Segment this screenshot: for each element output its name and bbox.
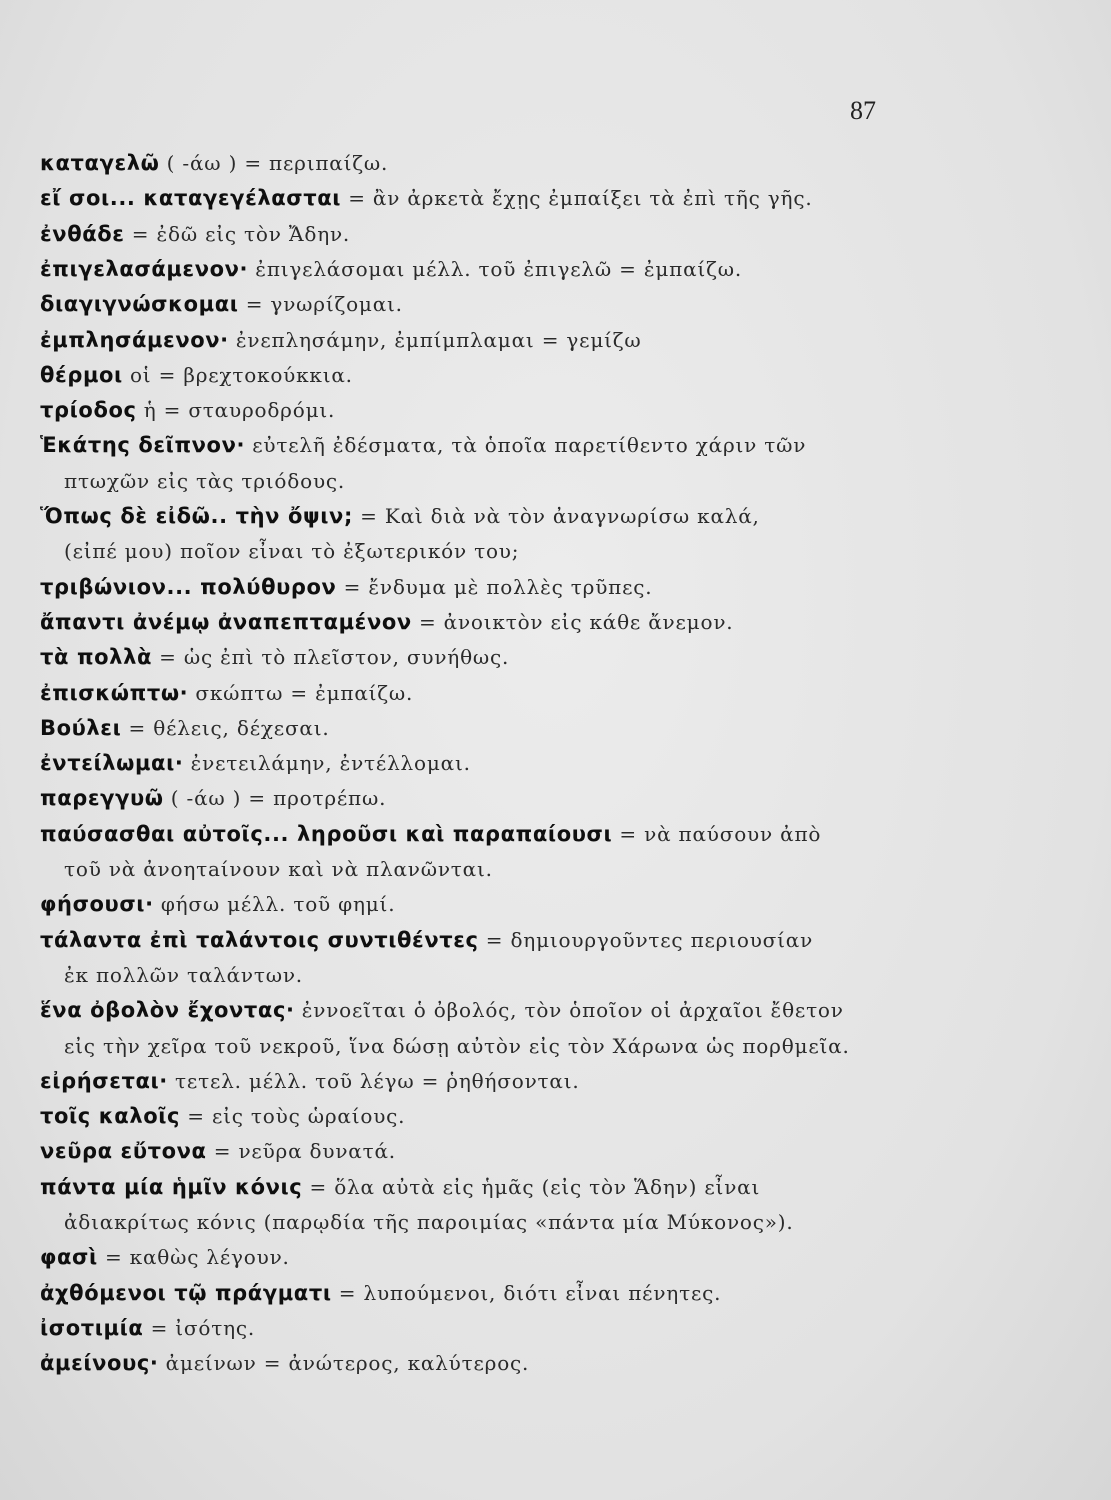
entry-term: ἀχθόμενοι τῷ πράγματι (40, 1280, 332, 1305)
entry-gloss: ἡ = σταυροδρόμι. (136, 398, 336, 423)
entry-term: φήσουσι· (40, 892, 154, 917)
glossary-entry (40, 748, 471, 778)
glossary-entry (40, 1242, 290, 1272)
entry-term: ἐπιγελασάμενον· (40, 256, 249, 281)
entry-gloss: πτωχῶν εἰς τὰς τριόδους. (64, 468, 346, 493)
glossary-entry (40, 572, 652, 602)
glossary-entry (40, 889, 395, 919)
entry-term: ἕνα ὀβολὸν ἔχοντας· (40, 998, 295, 1023)
entry-gloss: ( -άω ) = περιπαίζω. (159, 151, 389, 175)
entry-gloss: = λυπούμενοι, διότι εἶναι πένητες. (331, 1280, 722, 1305)
entry-gloss: = γνωρίζομαι. (238, 292, 403, 317)
entry-gloss: = ἔνδυμα μὲ πολλὲς τρῦπες. (336, 574, 653, 599)
entry-gloss: = ὡς ἐπὶ τὸ πλεῖστον, συνήθως. (151, 645, 510, 670)
glossary-entry (40, 607, 733, 637)
glossary-continuation-line (64, 466, 345, 496)
entry-term: παύσασθαι αὐτοῖς... ληροῦσι καὶ παραπαίουσι (40, 821, 613, 846)
glossary-entry (40, 360, 353, 390)
entry-gloss: τοῦ νὰ ἀνοητaίνουν καὶ νὰ πλανῶνται. (64, 857, 493, 881)
entry-term: ἄπαντι ἀνέμῳ ἀναπεπταμένον (40, 609, 412, 634)
entry-gloss: = ἰσότης. (143, 1315, 256, 1340)
entry-term: παρεγγυῶ (40, 786, 164, 811)
entry-term: καταγελῶ (40, 151, 160, 175)
glossary-entry (40, 219, 350, 249)
entry-gloss: = νὰ παύσουν ἀπὸ (612, 821, 822, 846)
entry-gloss: = εἰς τοὺς ὡραίους. (180, 1104, 406, 1129)
glossary-entry (40, 1348, 529, 1378)
glossary-entry (40, 395, 335, 425)
glossary-entry (40, 713, 330, 743)
glossary-entry (40, 183, 813, 213)
glossary-continuation-line (64, 960, 303, 990)
glossary-entry (40, 325, 642, 355)
entry-term: τὰ πολλὰ (40, 645, 152, 670)
entry-term: εἴ σοι... καταγεγέλασται (40, 186, 342, 211)
entry-gloss: = δημιουργοῦντες περιουσίαν (478, 927, 814, 952)
entry-term: τάλαντα ἐπὶ ταλάντοις συντιθέντες (40, 927, 479, 952)
glossary-entry (40, 678, 413, 708)
entry-gloss: σκώπτω = ἐμπαίζω. (188, 680, 414, 705)
entry-gloss: εὐτελῆ ἐδέσματα, τὰ ὁποῖα παρετίθεντο χάριν τῶν (245, 433, 807, 458)
entry-term: ἐντείλωμαι· (40, 751, 184, 776)
entry-gloss: = νεῦρα δυνατά. (206, 1139, 396, 1164)
entry-term: φασὶ (40, 1245, 98, 1270)
entry-gloss: φήσω μέλλ. τοῦ φημί. (153, 892, 396, 917)
entry-term: τοῖς καλοῖς (40, 1104, 181, 1129)
entry-term: Ἑκάτης δεῖπνον· (40, 433, 246, 458)
entry-term: Ὅπως δὲ εἰδῶ.. τὴν ὄψιν; (40, 504, 353, 528)
entry-gloss: = καθὼς λέγουν. (97, 1245, 290, 1270)
glossary-entry (40, 1066, 580, 1096)
entry-gloss: ( -άω ) = προτρέπω. (163, 786, 387, 811)
entry-gloss: ἐκ πολλῶν ταλάντων. (64, 962, 303, 987)
glossary-entry (40, 1172, 760, 1202)
entry-term: ἰσοτιμία (40, 1315, 144, 1340)
entry-term: ἀμείνους· (40, 1351, 159, 1376)
entry-gloss: = ἀνοικτὸν εἰς κάθε ἄνεμον. (411, 609, 734, 634)
glossary-entry (40, 1313, 255, 1343)
glossary-continuation-line (64, 536, 519, 566)
entry-gloss: = ἂν ἀρκετὰ ἔχῃς ἐμπαίξει τὰ ἐπὶ τῆς γῆς. (341, 186, 813, 211)
glossary-entry (40, 289, 403, 319)
entry-gloss: = ὅλα αὐτὰ εἰς ἡμᾶς (εἰς τὸν Ἅδην) εἶναι (302, 1174, 761, 1199)
entry-gloss: (εἰπέ μου) ποῖον εἶναι τὸ ἐξωτερικόν του; (64, 539, 520, 564)
entry-gloss: = θέλεις, δέχεσαι. (121, 715, 330, 740)
entry-gloss: τετελ. μέλλ. τοῦ λέγω = ῥηθήσονται. (167, 1068, 580, 1093)
entry-term: ἐνθάδε (40, 221, 125, 246)
entry-term: ἐμπλησάμενον· (40, 327, 229, 352)
entry-term: εἰρήσεται· (40, 1068, 168, 1093)
entry-gloss: οἱ = βρεχτοκούκκια. (122, 362, 353, 387)
glossary-entry (40, 995, 844, 1025)
glossary-entry (40, 501, 760, 531)
entry-term: τρίοδος (40, 398, 137, 423)
glossary-continuation-line (64, 1031, 850, 1061)
entry-gloss: ἐνετειλάμην, ἐντέλλομαι. (183, 751, 471, 776)
entry-term: νεῦρα εὔτονα (40, 1139, 207, 1164)
entry-gloss: εἰς τὴν χεῖρα τοῦ νεκροῦ, ἵνα δώσῃ αὐτὸν εἰς τὸν Χάρωνα ὡς πορθμεῖα. (64, 1033, 850, 1058)
entry-gloss: = ἐδῶ εἰς τὸν Ἄδην. (124, 221, 351, 246)
glossary-entry (40, 925, 813, 955)
glossary-continuation-line (64, 1207, 794, 1237)
glossary-entry (40, 254, 742, 284)
entry-gloss: ἀδιακρίτως κόνις (παρῳδία τῆς παροιμίας «πάντα μία Μύκονος»). (64, 1210, 794, 1234)
glossary-entry (40, 819, 821, 849)
entry-term: τριβώνιον... πολύθυρον (40, 574, 337, 599)
glossary-continuation-line (64, 854, 493, 884)
entry-gloss: ἐννοεῖται ὁ ὀβολός, τὸν ὁποῖον οἱ ἀρχαῖοι ἔθετον (294, 998, 844, 1023)
entry-term: διαγιγνώσκομαι (40, 292, 239, 317)
glossary-entry (40, 783, 386, 813)
page-number: 87 (850, 96, 876, 125)
entry-term: θέρμοι (40, 362, 123, 387)
entry-gloss: ἀμείνων = ἀνώτερος, καλύτερος. (158, 1351, 530, 1376)
glossary-entry (40, 642, 509, 672)
glossary-entry (40, 148, 388, 178)
entry-gloss: ἐπιγελάσομαι μέλλ. τοῦ ἐπιγελῶ = ἐμπαίζω. (248, 256, 742, 281)
entry-gloss: = Καὶ διὰ νὰ τὸν ἀναγνωρίσω καλά, (352, 504, 760, 528)
entry-term: Βούλει (40, 715, 122, 740)
entry-gloss: ἐνεπλησάμην, ἐμπίμπλαμαι = γεμίζω (228, 327, 642, 352)
glossary-entry (40, 1278, 721, 1308)
glossary-entry (40, 430, 806, 460)
entry-term: πάντα μία ἡμῖν κόνις (40, 1174, 303, 1199)
glossary-entry (40, 1136, 396, 1166)
entry-term: ἐπισκώπτω· (40, 680, 189, 705)
glossary-entry (40, 1101, 405, 1131)
